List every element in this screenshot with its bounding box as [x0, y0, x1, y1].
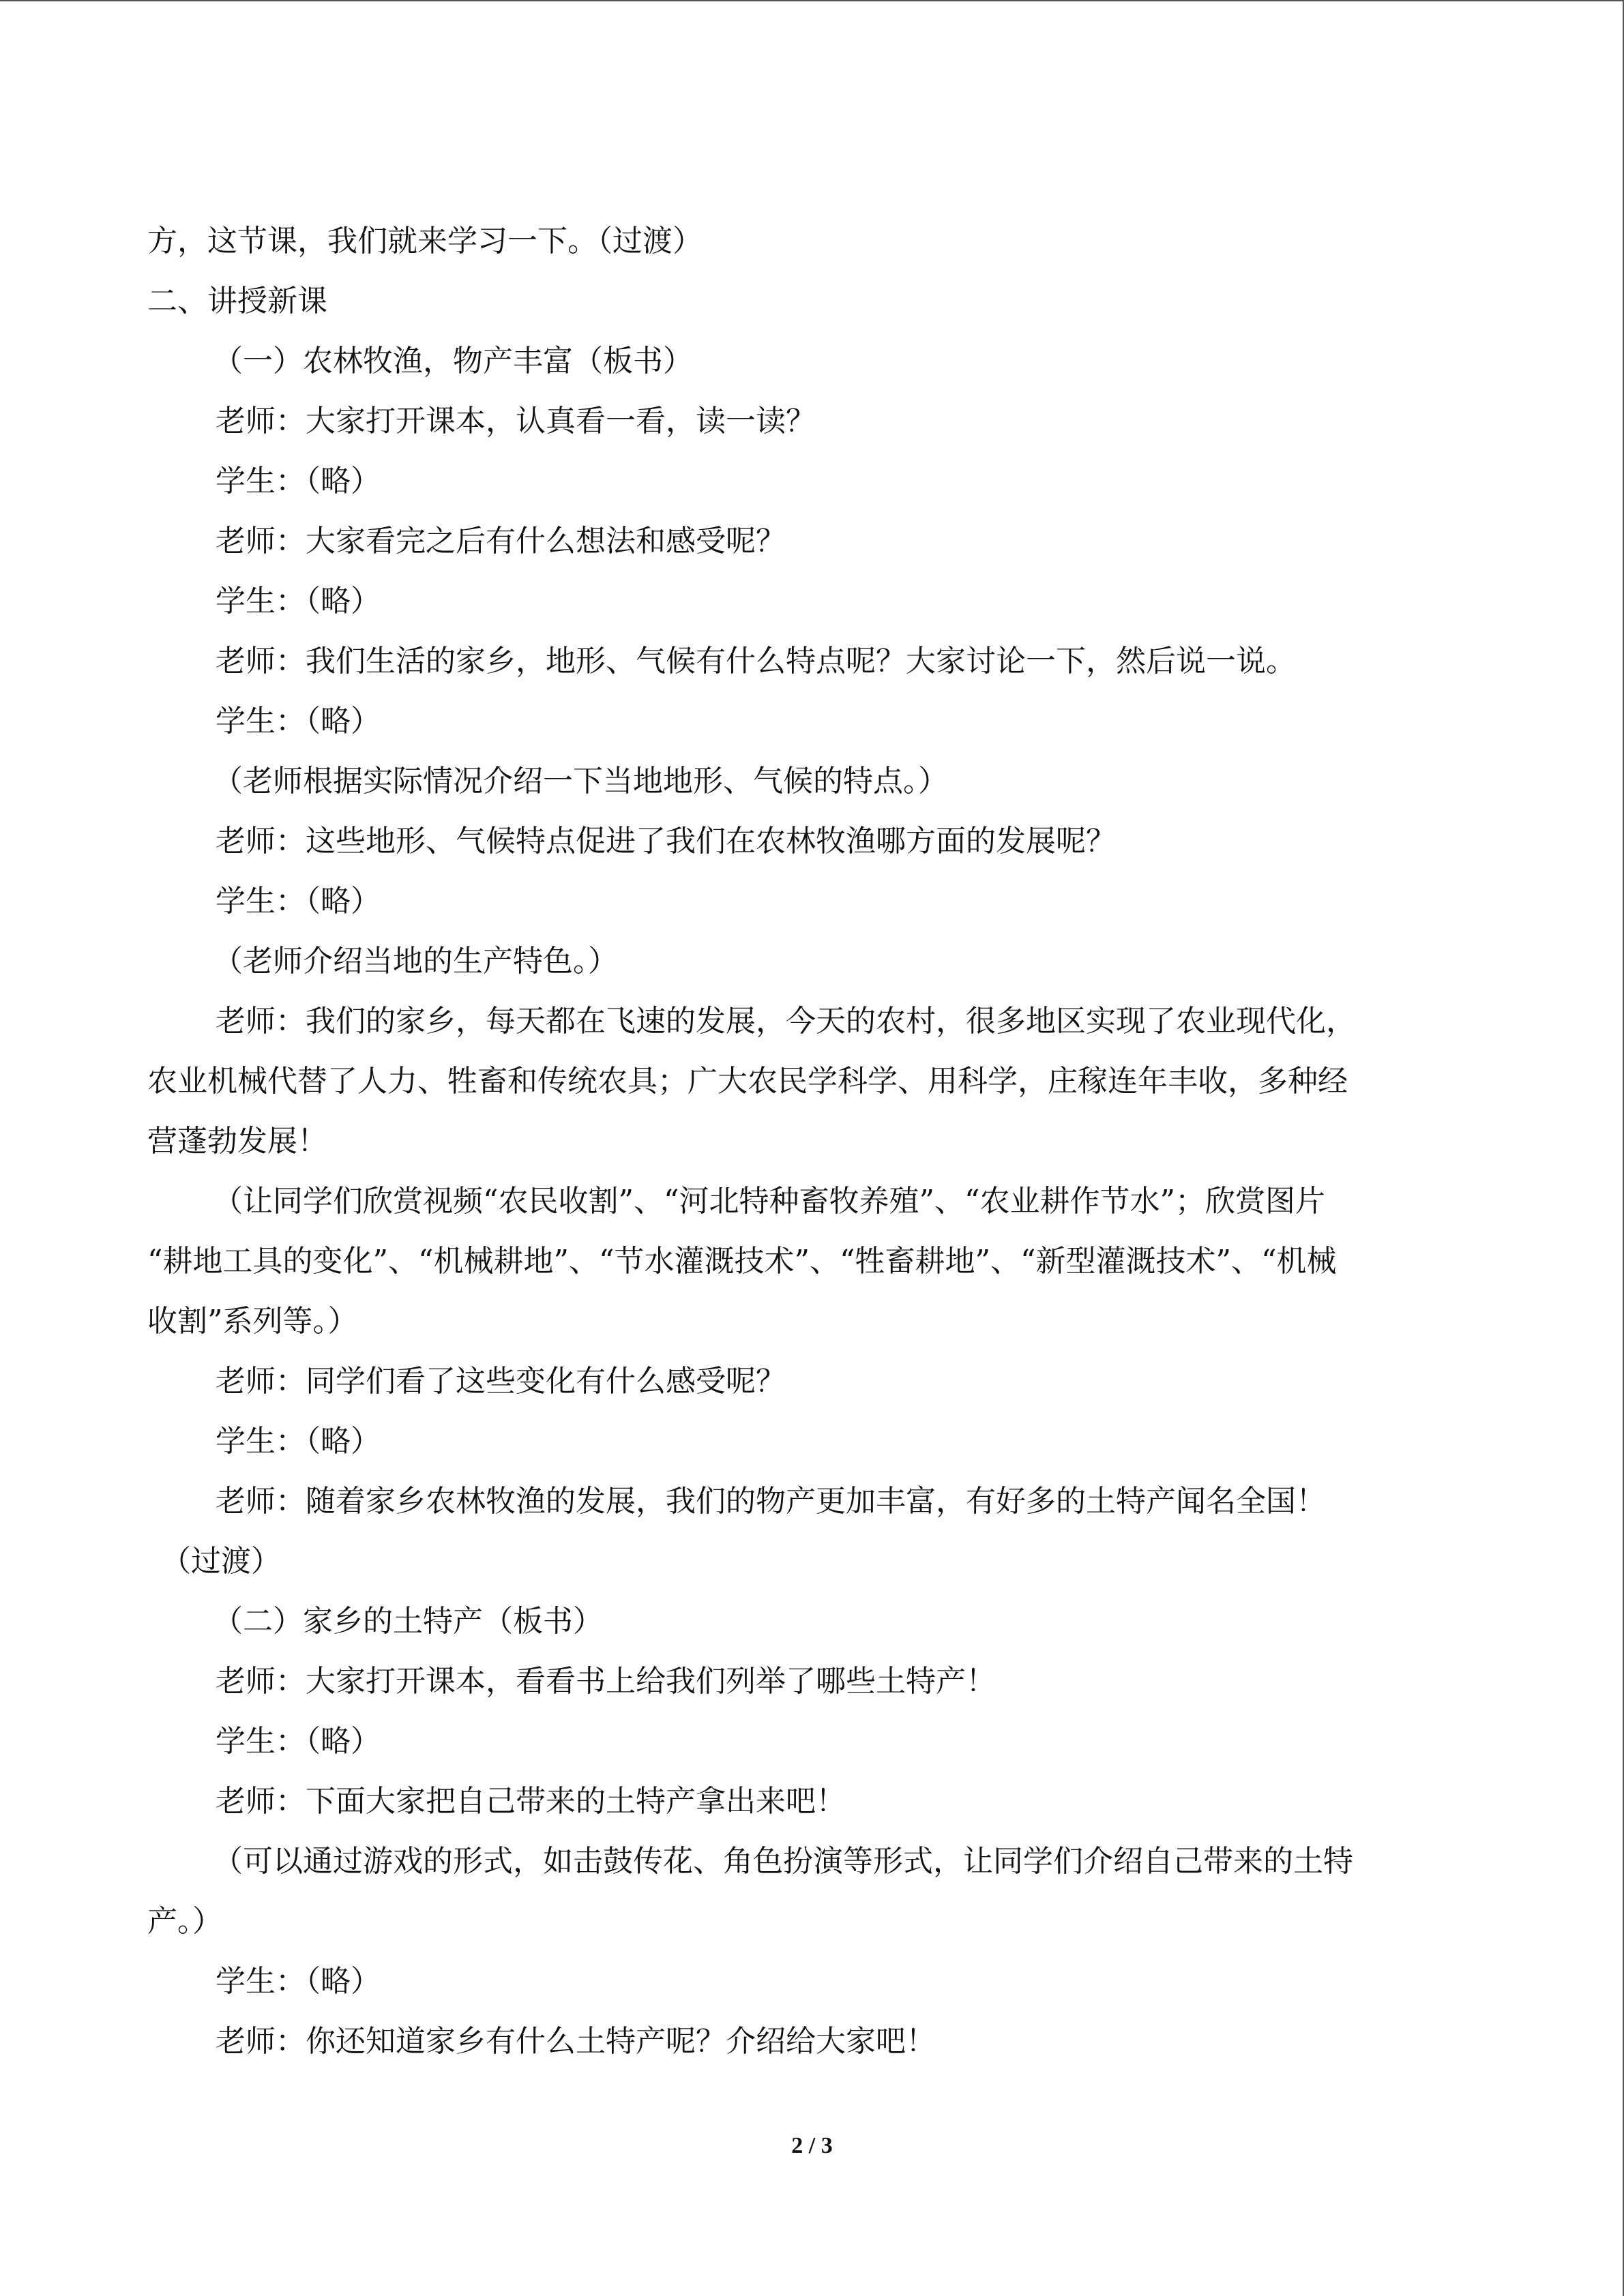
- dialogue-line: 老师：下面大家把自己带来的土特产拿出来吧！: [216, 1784, 846, 1819]
- dialogue-line: 学生：（略）: [216, 1424, 381, 1459]
- page-number: 2 / 3: [791, 2133, 833, 2158]
- document-body: [147, 211, 1464, 2072]
- dialogue-line: 老师：大家打开课本，认真看一看，读一读？: [216, 404, 816, 438]
- dialogue-line: 学生：（略）: [216, 464, 381, 498]
- dialogue-line: 老师：同学们看了这些变化有什么感受呢？: [216, 1364, 786, 1399]
- dialogue-line: 学生：（略）: [216, 704, 381, 739]
- section-heading: 二、讲授新课: [147, 284, 327, 318]
- dialogue-line: 老师：随着家乡农林牧渔的发展，我们的物产更加丰富，有好多的土特产闻名全国！: [216, 1484, 1326, 1519]
- paragraph-line: 收割”系列等。）: [147, 1304, 358, 1339]
- paragraph-line: “耕地工具的变化”、“机械耕地”、“节水灌溉技术”、“牲畜耕地”、“新型灌溉技术”、“机械: [147, 1244, 1337, 1279]
- dialogue-line: 学生：（略）: [216, 1724, 381, 1759]
- note-line: （让同学们欣赏视频“农民收割”、“河北特种畜牧养殖”、“农业耕作节水”；欣赏图片: [213, 1184, 1325, 1219]
- note-line: （老师介绍当地的生产特色。）: [213, 944, 618, 979]
- paragraph-line: （过渡）: [161, 1544, 281, 1579]
- subsection-heading: （一）农林牧渔，物产丰富（板书）: [213, 344, 693, 378]
- paragraph-line: 方，这节课，我们就来学习一下。（过渡）: [147, 224, 703, 258]
- dialogue-line: 学生：（略）: [216, 884, 381, 919]
- dialogue-line: 老师：这些地形、气候特点促进了我们在农林牧渔哪方面的发展呢？: [216, 824, 1116, 859]
- dialogue-line: 老师：我们生活的家乡，地形、气候有什么特点呢？大家讨论一下，然后说一说。: [216, 644, 1296, 679]
- paragraph-line: 产。）: [147, 1904, 222, 1939]
- dialogue-line: 老师：大家看完之后有什么想法和感受呢？: [216, 524, 786, 558]
- paragraph-line: 营蓬勃发展！: [147, 1124, 327, 1159]
- paragraph-line: 农业机械代替了人力、牲畜和传统农具；广大农民学科学、用科学，庄稼连年丰收，多种经: [147, 1064, 1348, 1099]
- dialogue-line: 老师：你还知道家乡有什么土特产呢？介绍给大家吧！: [216, 2024, 936, 2059]
- subsection-heading: （二）家乡的土特产（板书）: [213, 1604, 603, 1639]
- dialogue-line: 老师：我们的家乡，每天都在飞速的发展，今天的农村，很多地区实现了农业现代化，: [216, 1004, 1356, 1039]
- dialogue-line: 老师：大家打开课本，看看书上给我们列举了哪些土特产！: [216, 1664, 996, 1699]
- note-line: （老师根据实际情况介绍一下当地地形、气候的特点。）: [213, 764, 948, 799]
- dialogue-line: 学生：（略）: [216, 584, 381, 618]
- dialogue-line: 学生：（略）: [216, 1964, 381, 1999]
- note-line: （可以通过游戏的形式，如击鼓传花、角色扮演等形式，让同学们介绍自己带来的土特: [213, 1844, 1353, 1879]
